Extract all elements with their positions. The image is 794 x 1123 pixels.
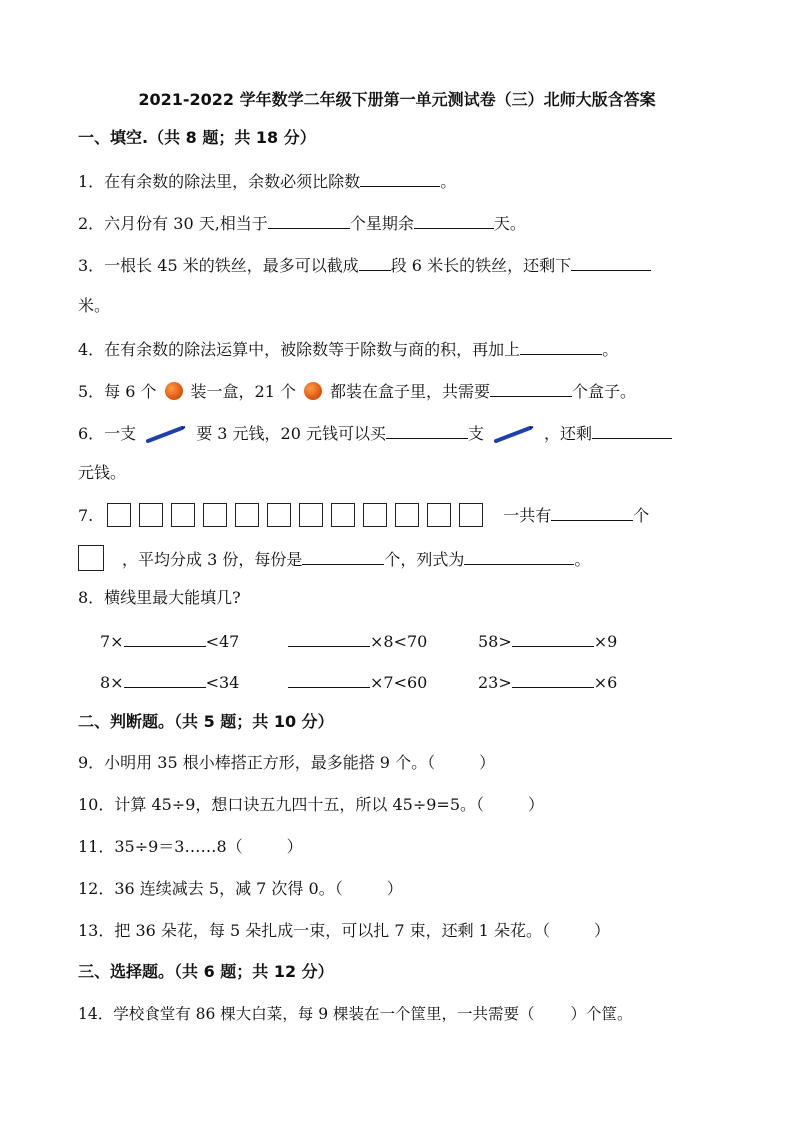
section-fill-in: 一、填空.（共 8 题；共 18 分）	[78, 128, 316, 147]
answer-blank[interactable]	[386, 421, 468, 439]
judge-close: ）	[386, 879, 403, 898]
square-box-icon	[395, 503, 419, 527]
question-8	[78, 587, 241, 609]
q8-item	[478, 629, 617, 651]
q8-suffix: ×8<70	[370, 632, 428, 651]
question-6	[78, 421, 672, 449]
q7-part-b: 个	[633, 506, 650, 525]
question-12	[78, 878, 403, 900]
square-box-icon	[267, 503, 291, 527]
question-13	[78, 920, 610, 942]
judge-close: ）	[479, 753, 496, 772]
q6-part-a: 6．一支	[78, 424, 137, 443]
square-box-icon	[139, 503, 163, 527]
q1-text: 1．在有余数的除法里，余数必须比除数	[78, 172, 361, 191]
square-box-icon	[203, 503, 227, 527]
question-5	[78, 379, 636, 403]
q8-text: 8．横线里最大能填几?	[78, 588, 241, 607]
q8-item	[100, 629, 239, 651]
q14-close: ）个筐。	[570, 1005, 633, 1023]
answer-blank[interactable]	[592, 421, 672, 439]
q8-item	[288, 629, 427, 651]
q3-part-c: 米。	[78, 296, 111, 315]
q7-part-d: 个，列式为	[384, 550, 465, 569]
square-box-icon	[427, 503, 451, 527]
q4-text: 4．在有余数的除法运算中，被除数等于除数与商的积，再加上	[78, 340, 521, 359]
q7-part-a: 一共有	[503, 506, 552, 525]
q7-number: 7.	[78, 506, 94, 525]
q6-part-d: ，还剩	[544, 424, 593, 443]
q3-part-b: 段 6 米长的铁丝，还剩下	[390, 256, 572, 275]
answer-blank[interactable]	[268, 211, 350, 229]
question-7-cont	[78, 545, 590, 571]
question-14	[78, 1003, 633, 1025]
square-box-icon	[235, 503, 259, 527]
judge-text: 10．计算 45÷9，想口诀五九四十五，所以 45÷9=5。（	[78, 795, 485, 814]
answer-blank[interactable]	[551, 503, 633, 521]
answer-blank[interactable]	[359, 253, 391, 271]
answer-blank[interactable]	[288, 629, 370, 647]
q14-text: 14．学校食堂有 86 棵大白菜，每 9 棵装在一个筐里，一共需要（	[78, 1005, 535, 1023]
question-3	[78, 253, 651, 277]
answer-blank[interactable]	[288, 670, 370, 688]
q8-suffix: ×7<60	[370, 673, 428, 692]
section-multiple-choice: 三、选择题。（共 6 题；共 12 分）	[78, 962, 334, 981]
q5-part-b: 装一盒，21 个	[190, 382, 296, 401]
q2-part-b: 个星期余	[349, 214, 414, 233]
q6-part-c: 支	[468, 424, 485, 443]
q5-part-c: 都装在盒子里，共需要	[330, 382, 491, 401]
square-box-icon	[78, 545, 104, 571]
judge-close: ）	[528, 795, 545, 814]
answer-blank[interactable]	[414, 211, 494, 229]
section-true-false: 二、判断题。（共 5 题；共 10 分）	[78, 712, 334, 731]
question-9	[78, 752, 495, 774]
q8-suffix: ×9	[593, 632, 618, 651]
answer-blank[interactable]	[512, 670, 594, 688]
answer-blank[interactable]	[124, 629, 206, 647]
answer-blank[interactable]	[124, 670, 206, 688]
q8-prefix: 8×	[100, 673, 124, 692]
question-7	[78, 503, 649, 527]
judge-text: 11．35÷9＝3……8（	[78, 837, 243, 856]
judge-text: 12．36 连续减去 5，减 7 次得 0。（	[78, 879, 343, 898]
square-box-icon	[107, 503, 131, 527]
answer-blank[interactable]	[571, 253, 651, 271]
square-box-icon	[299, 503, 323, 527]
q3-part-a: 3．一根长 45 米的铁丝，最多可以截成	[78, 256, 359, 275]
q8-suffix: <34	[205, 673, 240, 692]
answer-blank[interactable]	[302, 547, 384, 565]
q8-prefix: 23>	[478, 673, 512, 692]
q8-item	[478, 670, 617, 692]
question-3-cont	[78, 295, 110, 317]
square-box-icon	[363, 503, 387, 527]
judge-text: 9．小明用 35 根小棒搭正方形，最多能搭 9 个。（	[78, 753, 436, 772]
q6-part-b: 要 3 元钱，20 元钱可以买	[196, 424, 386, 443]
page-title: 2021-2022 学年数学二年级下册第一单元测试卷（三）北师大版含答案	[138, 90, 656, 109]
question-6-cont	[78, 462, 126, 484]
q8-item	[100, 670, 239, 692]
judge-close: ）	[286, 837, 303, 856]
q8-suffix: ×6	[593, 673, 618, 692]
question-1	[78, 169, 456, 193]
judge-text: 13．把 36 朵花，每 5 朵扎成一束，可以扎 7 束，还剩 1 朵花。（	[78, 921, 550, 940]
judge-close: ）	[593, 921, 610, 940]
q8-prefix: 58>	[478, 632, 512, 651]
square-box-icon	[459, 503, 483, 527]
question-4	[78, 337, 618, 361]
orange-ball-icon	[304, 382, 322, 400]
q4-end: 。	[602, 340, 619, 359]
square-row	[107, 503, 491, 527]
answer-blank[interactable]	[360, 169, 440, 187]
blue-pen-icon	[494, 425, 534, 449]
q5-part-a: 5．每 6 个	[78, 382, 157, 401]
question-11	[78, 836, 303, 858]
answer-blank[interactable]	[490, 379, 572, 397]
q5-part-d: 个盒子。	[572, 382, 637, 401]
q6-part-e: 元钱。	[78, 463, 127, 482]
answer-blank[interactable]	[512, 629, 594, 647]
q7-part-c: ，平均分成 3 份，每份是	[122, 550, 303, 569]
q8-prefix: 7×	[100, 632, 124, 651]
square-box-icon	[171, 503, 195, 527]
orange-ball-icon	[165, 382, 183, 400]
q2-part-c: 天。	[493, 214, 526, 233]
q2-part-a: 2．六月份有 30 天,相当于	[78, 214, 268, 233]
blue-pen-icon	[146, 425, 186, 449]
answer-blank[interactable]	[520, 337, 602, 355]
question-10	[78, 794, 544, 816]
q1-end: 。	[440, 172, 457, 191]
q7-part-e: 。	[574, 550, 591, 569]
q8-suffix: <47	[205, 632, 240, 651]
square-box-icon	[331, 503, 355, 527]
question-2	[78, 211, 526, 235]
answer-blank[interactable]	[464, 547, 574, 565]
q8-item	[288, 670, 427, 692]
